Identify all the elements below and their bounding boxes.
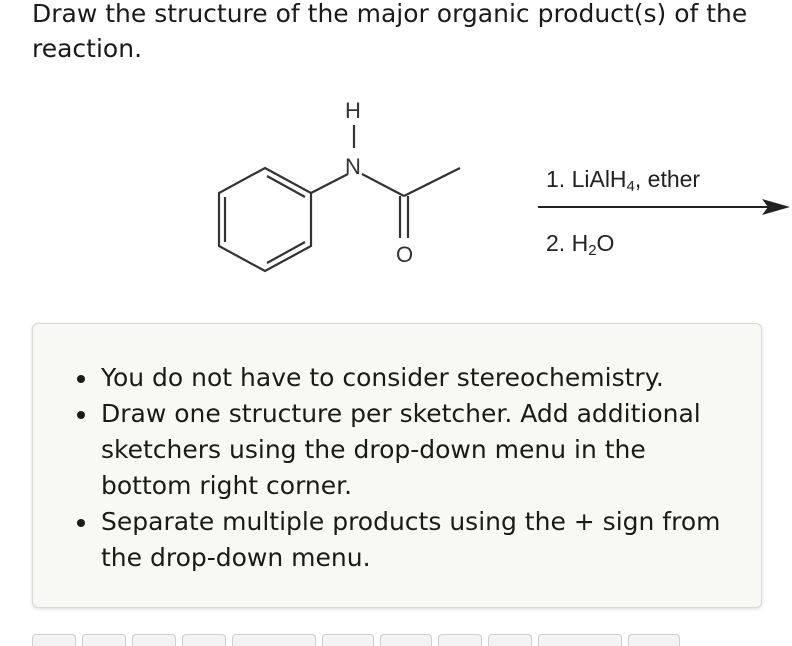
reagent-step-2-subscript: 2: [588, 242, 597, 259]
instruction-item: Separate multiple products using the + sign from the drop-down menu.: [101, 504, 741, 576]
reaction-arrow: [538, 199, 790, 215]
nitrogen-atom-label: N: [345, 154, 361, 179]
tool-icon[interactable]: [628, 634, 680, 646]
instructions-box: [32, 323, 762, 608]
tool-icon[interactable]: [82, 634, 126, 646]
hydrogen-atom-label: H: [345, 98, 361, 123]
tool-icon[interactable]: [232, 634, 316, 646]
reagent-step-2-prefix: 2. H: [546, 230, 589, 256]
reagent-step-2: [546, 230, 614, 257]
reagent-step-1: [546, 166, 700, 193]
tool-icon[interactable]: [488, 634, 532, 646]
benzene-ring: [219, 168, 311, 271]
tool-icon[interactable]: [32, 634, 76, 646]
reagent-step-1-subscript: 4: [626, 178, 635, 195]
tool-icon[interactable]: [380, 634, 432, 646]
tool-icon[interactable]: [538, 634, 622, 646]
instruction-item: Draw one structure per sketcher. Add additional sketchers using the drop-down menu in the bottom right corner.: [101, 396, 741, 504]
reaction-scheme: [0, 90, 792, 280]
reagent-step-1-suffix: , ether: [634, 166, 701, 192]
instructions-list: [101, 360, 741, 576]
tool-icon[interactable]: [132, 634, 176, 646]
bonds: [311, 125, 460, 238]
sketcher-toolbar: [32, 634, 752, 646]
tool-icon[interactable]: [438, 634, 482, 646]
reagent-step-1-prefix: 1. LiAlH: [546, 166, 627, 192]
reagent-step-2-suffix: O: [596, 230, 615, 256]
tool-icon[interactable]: [322, 634, 374, 646]
tool-icon[interactable]: [182, 634, 226, 646]
oxygen-atom-label: O: [396, 242, 414, 267]
instruction-item: You do not have to consider stereochemistry.: [101, 360, 741, 396]
question-prompt: Draw the structure of the major organic product(s) of the reaction.: [32, 0, 748, 63]
